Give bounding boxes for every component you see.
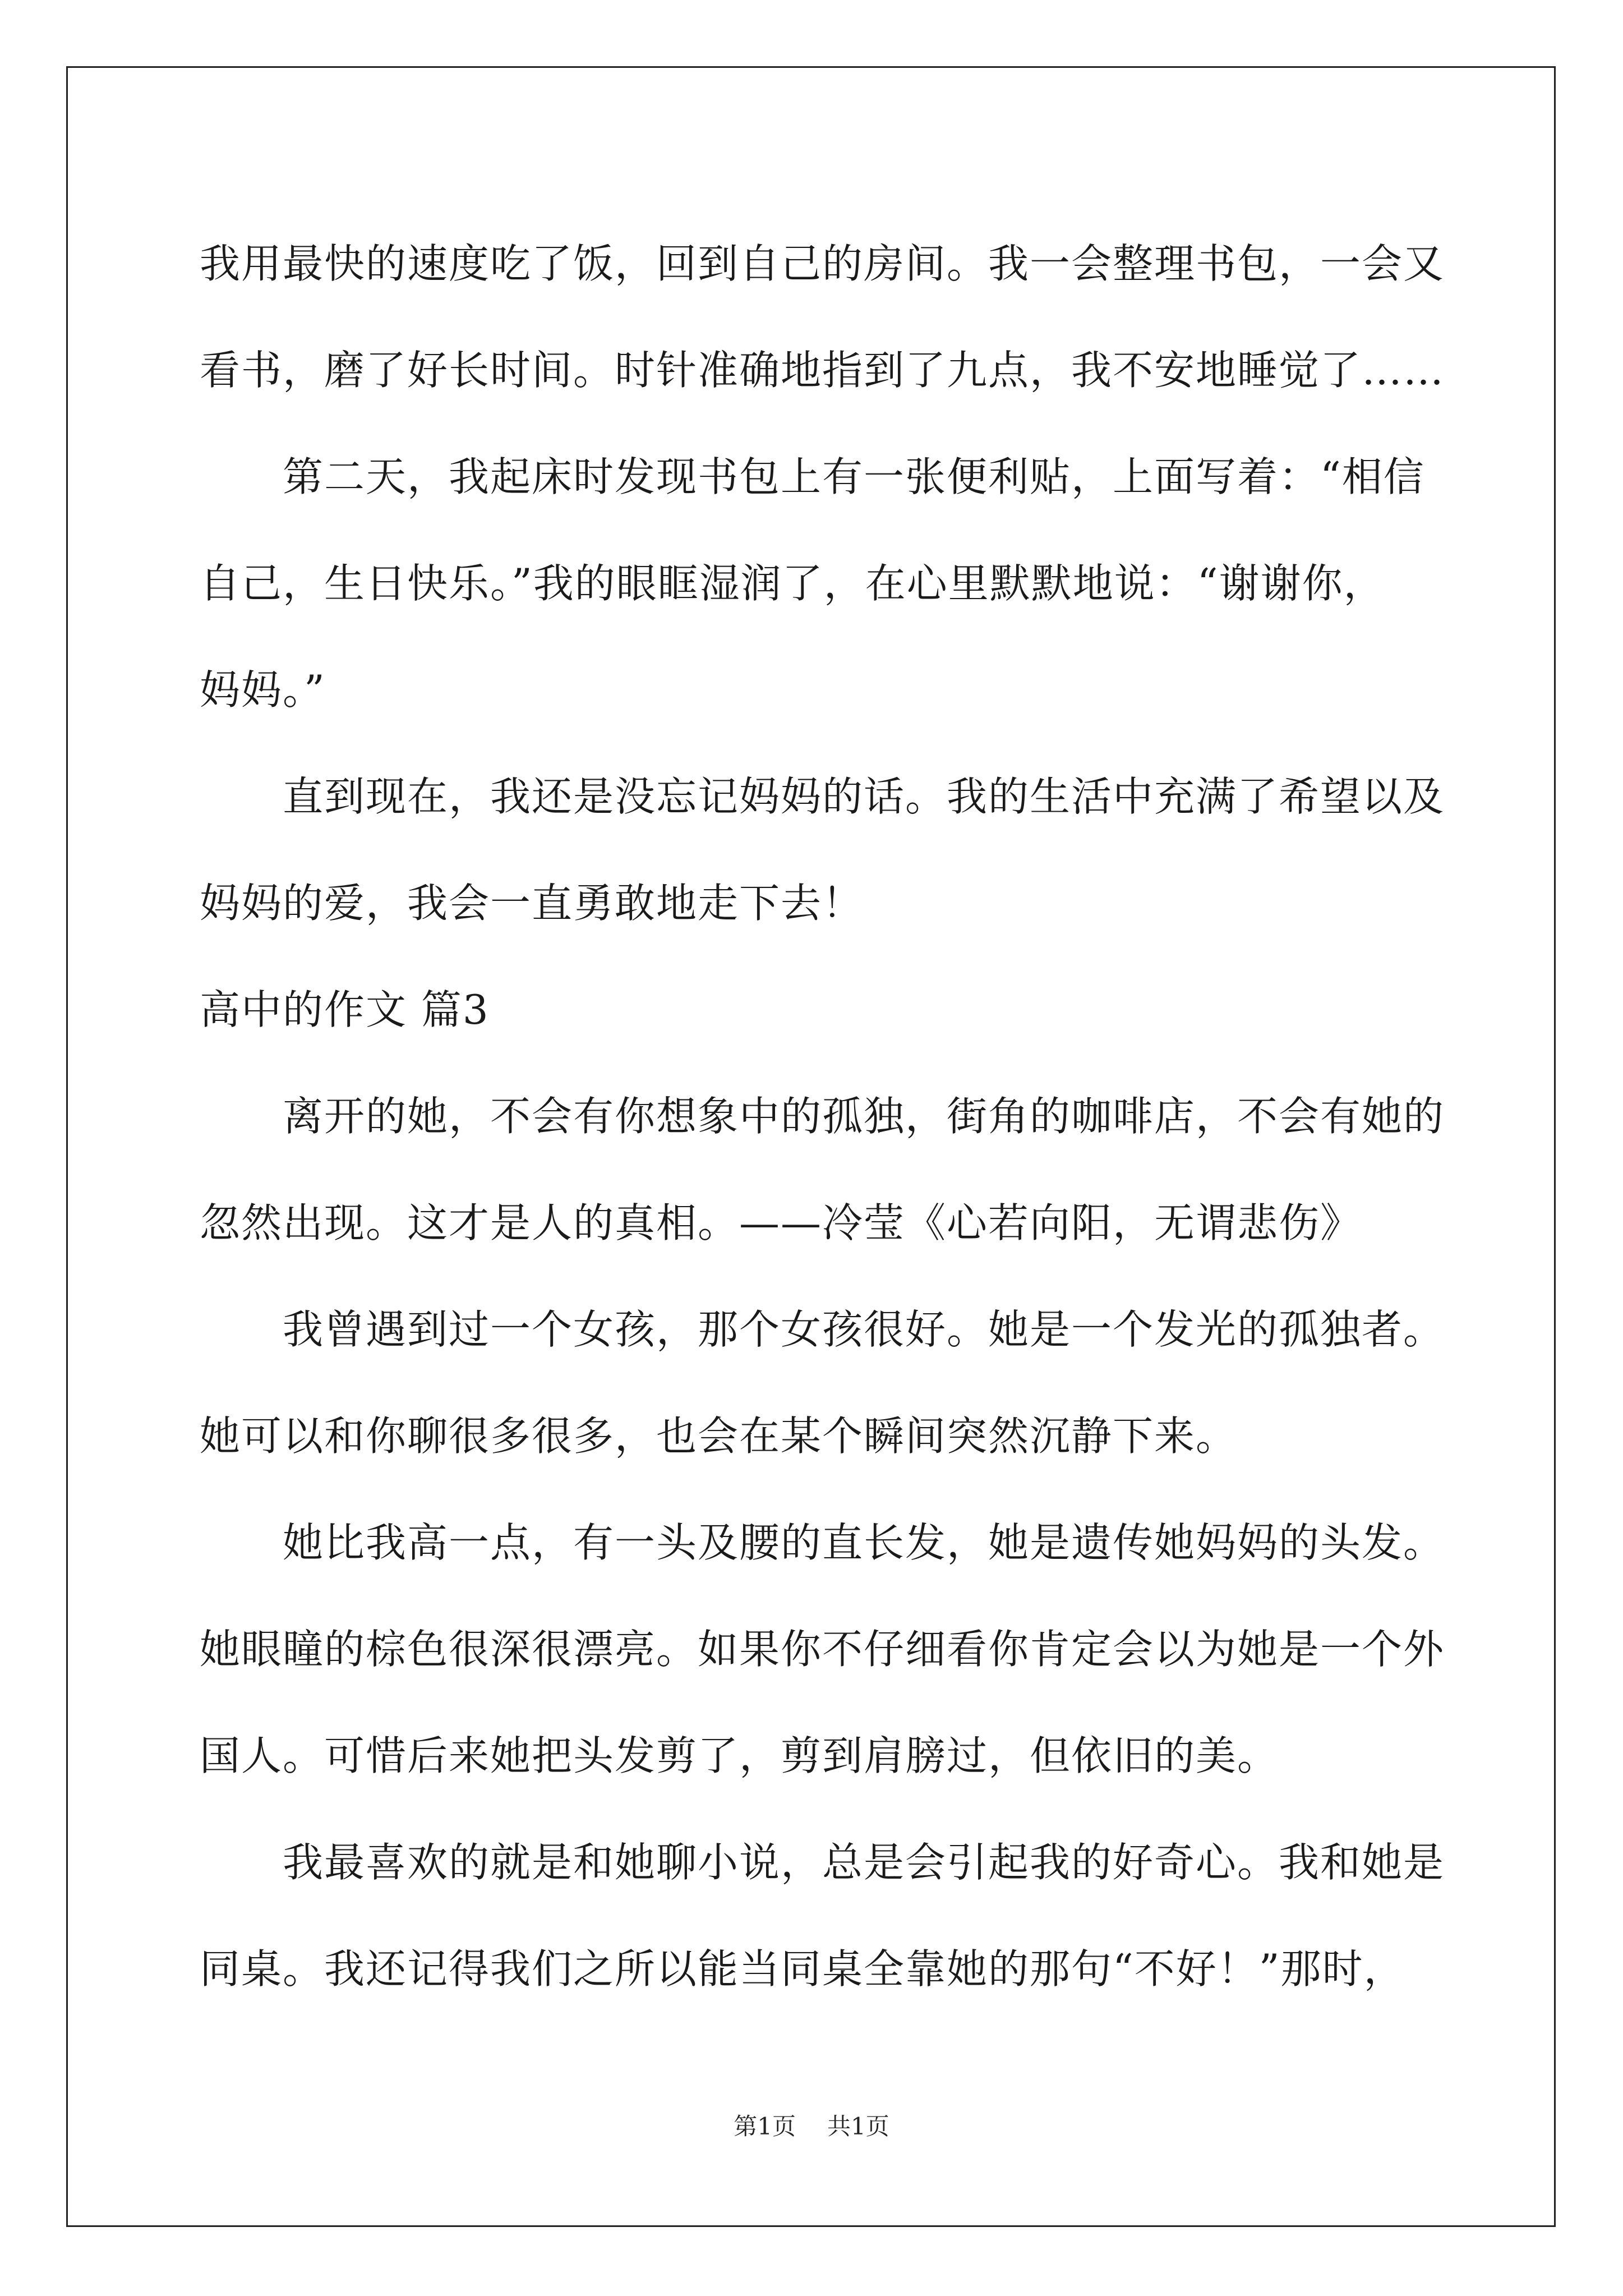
paragraph [200, 743, 1445, 956]
paragraph [200, 1276, 1445, 1489]
text-line: 看书，磨了好长时间。时针准确地指到了九点，我不安地睡觉了…… [200, 347, 1445, 394]
text-line: 国人。可惜后来她把头发剪了，剪到肩膀过，但依旧的美。 [200, 1732, 1279, 1779]
text-line: 忽然出现。这才是人的真相。——冷莹《心若向阳，无谓悲伤》 [200, 1199, 1362, 1246]
text-line: 同桌。我还记得我们之所以能当同桌全靠她的那句“不好！”那时， [200, 1945, 1405, 1993]
text-line: 离开的她，不会有你想象中的孤独，街角的咖啡店，不会有她的 [283, 1093, 1445, 1140]
paragraph [200, 1063, 1445, 1276]
paragraph [200, 424, 1428, 743]
page-number: 第1页 [734, 2113, 796, 2140]
text-line: 我用最快的速度吃了饭，回到自己的房间。我一会整理书包，一会又 [200, 240, 1445, 287]
text-line: 妈妈的爱，我会一直勇敢地走下去！ [200, 880, 864, 927]
paragraph [200, 210, 1445, 424]
text-line: 自己，生日快乐。”我的眼眶湿润了，在心里默默地说：“谢谢你， [200, 560, 1385, 607]
text-line: 第二天，我起床时发现书包上有一张便利贴，上面写着：“相信 [283, 453, 1425, 500]
text-line: 她眼瞳的棕色很深很漂亮。如果你不仔细看你肯定会以为她是一个外 [200, 1626, 1445, 1673]
text-line: 她比我高一点，有一头及腰的直长发，她是遗传她妈妈的头发。 [283, 1519, 1445, 1566]
paragraph [200, 1809, 1445, 2022]
text-line: 妈妈。” [200, 666, 326, 714]
text-line: 我曾遇到过一个女孩，那个女孩很好。她是一个发光的孤独者。 [283, 1306, 1445, 1353]
text-line: 直到现在，我还是没忘记妈妈的话。我的生活中充满了希望以及 [283, 773, 1445, 820]
paragraph [200, 1489, 1445, 1809]
section-heading: 高中的作文 篇3 [200, 986, 490, 1033]
text-line: 她可以和你聊很多很多，也会在某个瞬间突然沉静下来。 [200, 1412, 1238, 1460]
document-body [200, 210, 1445, 2022]
text-line: 我最喜欢的就是和她聊小说，总是会引起我的好奇心。我和她是 [283, 1839, 1445, 1886]
page-footer [0, 2108, 1623, 2142]
page-total: 共1页 [827, 2113, 889, 2140]
